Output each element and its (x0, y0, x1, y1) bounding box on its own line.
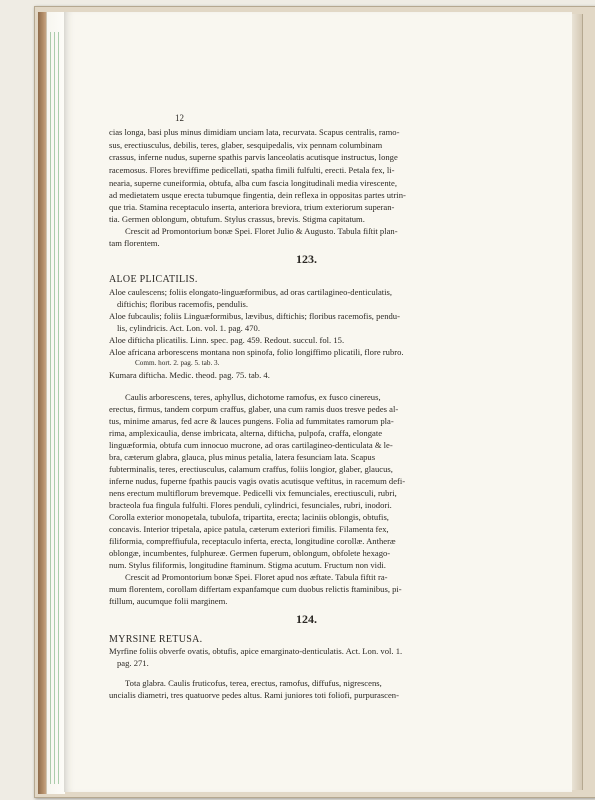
text-line: num. Stylus filiformis, longitudine ftaminum. Stigma acutum. Fructum non vidi. (109, 560, 386, 570)
synonym-line: lis, cylindricis. Act. Lon. vol. 1. pag. 470. (117, 323, 260, 333)
text-line: rima, amplexicaulia, dense imbricata, alterna, difticha, pulpofa, craffa, elongate (109, 428, 383, 438)
text-line: Crescit ad Promontorium bonæ Spei. Floret Julio & Augusto. Tabula fiſtit plan- (125, 226, 398, 236)
text-line: nens erectum multiflorum brevemque. Pedicelli vix femunciales, erectiusculi, rubri, (109, 488, 397, 498)
text-line: cias longa, basi plus minus dimidiam unciam lata, recurvata. Scapus centralis, ramo- (109, 127, 400, 137)
synonym-line: pag. 271. (117, 658, 149, 668)
text-line: oblongæ, incumbentes, fulphureæ. Germen fuperum, oblongum, obfolete hexago- (109, 548, 391, 558)
page-right-edge (572, 14, 583, 790)
text-line: tus, minime amarus, fed acre & lauces pungens. Folia ad fummitates ramorum pla- (109, 416, 394, 426)
entry-title: MYRSINE RETUSA. (109, 634, 203, 645)
entry-number: 123. (296, 254, 317, 266)
text-line: crassus, inferne nudus, superne spathis parvis lanceolatis acutisque instructus, longe (109, 152, 398, 162)
text-line: racemosus. Flores breviffime pedicellati, spatha fimili fulfulti, erecti. Petala fex, li- (109, 165, 395, 175)
text-line: que tria. Stamina receptaculo inserta, anteriora breviora, trium exteriorum superan- (109, 202, 395, 212)
synonym-line: Aloe caulescens; foliis elongato-linguæformibus, ad oras cartilagineo-denticulatis, (109, 287, 393, 297)
text-line: erectus, firmus, tandem corpum craffus, glaber, una cum ramis duos tresve pedes al- (109, 404, 399, 414)
gutter-line (54, 32, 55, 784)
text-line: nearia, superne cuneiformia, obtufa, alba cum fascia longitudinali media virescente, (109, 178, 398, 188)
text-line: Tota glabra. Caulis fruticofus, terea, erectus, ramofus, diffufus, nigrescens, (125, 678, 382, 688)
synonym-line: diftichis; floribus racemofis, pendulis. (117, 299, 249, 309)
text-line: sus, erectiusculus, debilis, teres, glaber, sesquipedalis, vix pennam columbinam (109, 140, 383, 150)
text-line: tia. Germen oblongum, obtufum. Stylus crassus, brevis. Stigma capitatum. (109, 214, 365, 224)
text-line: Caulis arborescens, teres, aphyllus, dichotome ramofus, ex fusco cinereus, (125, 392, 381, 402)
text-line: inferne nudus, fuperne fpathis paucis vagis ovatis acutisque veftitus, in racemum defi- (109, 476, 406, 486)
page-gutter (46, 12, 65, 794)
page-number: 12 (175, 113, 184, 123)
text-line: filiformia, compreffiufula, receptaculo inferta, erecta, longitudine corollæ. Antheræ (109, 536, 396, 546)
text-line: bracteola fua fingula fulfulti. Flores penduli, cylindrici, fesunciales, rubri, inodori. (109, 500, 392, 510)
text-line: Corolla exterior monopetala, tubulofa, tripartita, erecta; laciniis oblongis, obtufis, (109, 512, 389, 522)
text-line: linguæformia, obtufa cum innocuo mucrone, ad oras cartilagineo-denticulata & le- (109, 440, 393, 450)
text-line: tam florentem. (109, 238, 160, 248)
synonym-line: Aloe fubcaulis; foliis Linguæformibus, lævibus, diftichis; floribus racemofis, pendu- (109, 311, 400, 321)
cover-edge (38, 12, 46, 794)
synonym-line: Kumara difticha. Medic. theod. pag. 75. tab. 4. (109, 370, 270, 380)
text-line: ad medietatem usque erecta tubumque fingentia, dein reflexa in oppositas partes utrin- (109, 190, 406, 200)
text-line: mum florentem, corollam differtam expanfamque cum duobus relictis ftaminibus, pi- (109, 584, 402, 594)
gutter-line (50, 32, 51, 784)
text-line: concavis. Interior tripetala, apice patula, cæterum exteriori fimilis. Filamenta fex, (109, 524, 389, 534)
synonym-line: Aloe africana arborescens montana non spinofa, folio longiffimo plicatili, flore rubro. (109, 347, 404, 357)
text-line: Crescit ad Promontorium bonæ Spei. Floret apud nos æftate. Tabula fiftit ra- (125, 572, 388, 582)
gutter-line (58, 32, 59, 784)
entry-title: ALOE PLICATILIS. (109, 274, 198, 285)
text-line: ftillum, aucumque folii marginem. (109, 596, 228, 606)
text-line: bra, cæterum glabra, glauca, plus minus petalia, latera fesunciam lata. Scapus (109, 452, 376, 462)
synonym-line: Aloe difticha plicatilis. Linn. spec. pag. 459. Redout. succul. fol. 15. (109, 335, 345, 345)
synonym-line: Myrfine foliis obverfe ovatis, obtufis, apice emarginato-denticulatis. Act. Lon. vol. 1. (109, 646, 403, 656)
text-line: fubterminalis, teres, erectiusculus, calamum craffus, foliis longior, glaber, glaucus, (109, 464, 393, 474)
entry-number: 124. (296, 614, 317, 626)
text-line: uncialis diametri, tres quatuorve pedes altus. Rami juniores toti foliofi, purpurascen- (109, 690, 399, 700)
reference-line: Comm. hort. 2. pag. 5. tab. 3. (135, 359, 220, 367)
